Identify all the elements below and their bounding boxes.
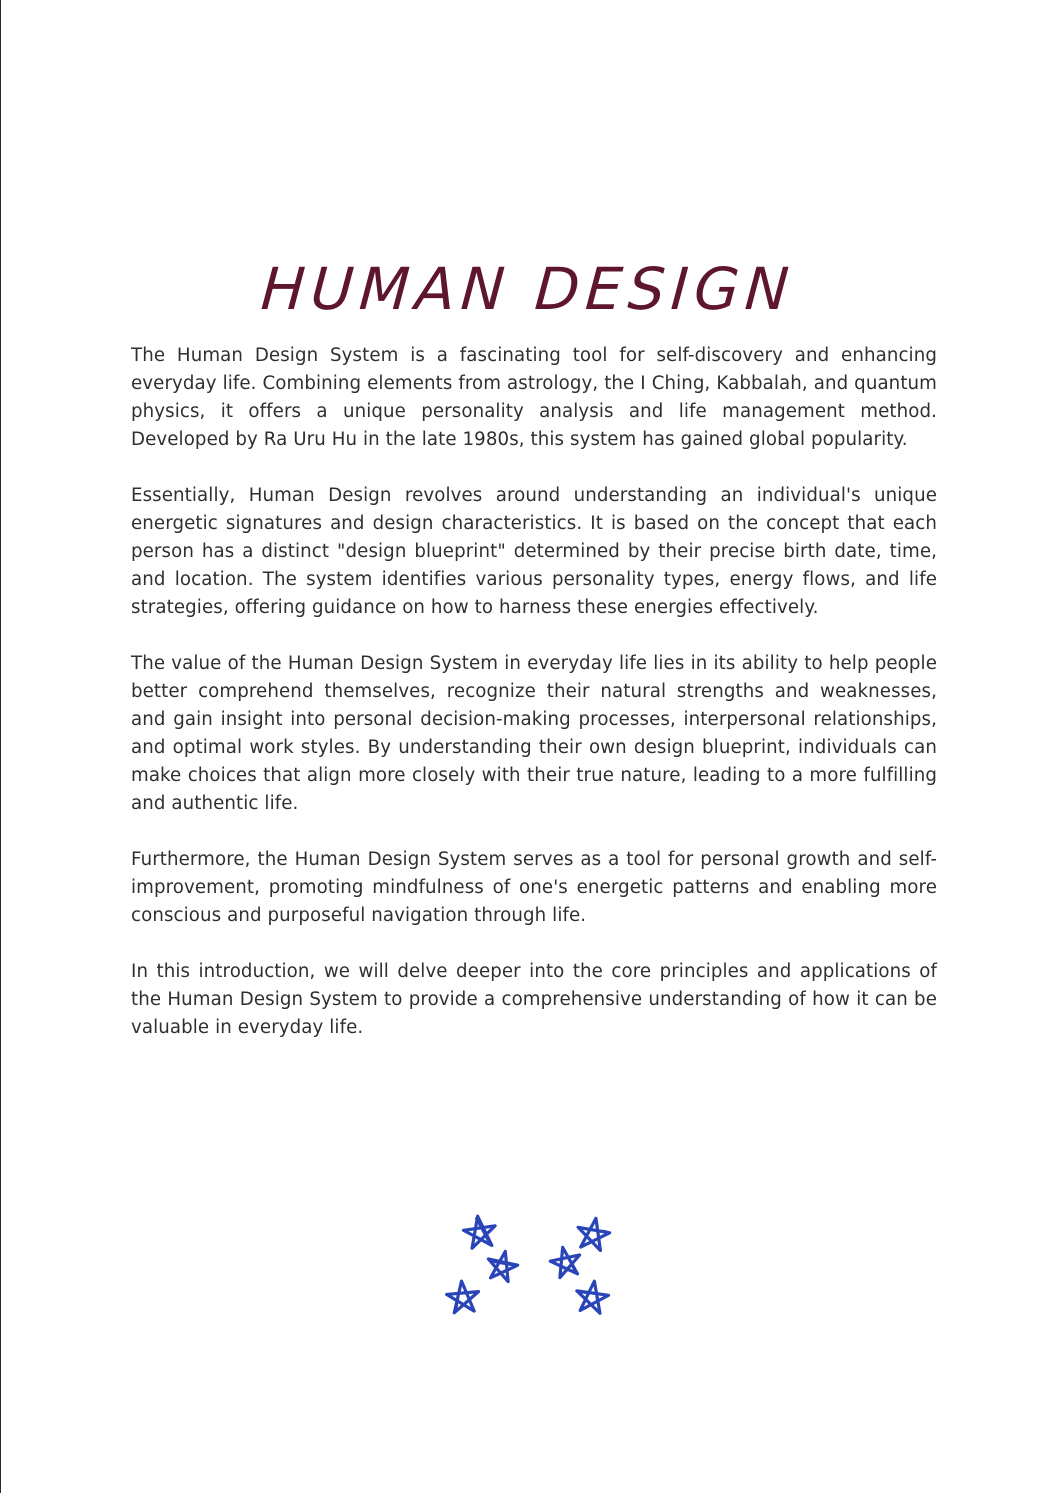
paragraph: The Human Design System is a fascinating tool for self-discovery and enhancing everyday life. Combining elements from astrology, the I Ching, Kabbalah, and quantum physics, it offers a unique personality analysis and life management method. Developed by Ra Uru Hu in the late 1980s, this system has gained global popularity. bbox=[131, 345, 937, 450]
star-icon bbox=[575, 1215, 612, 1251]
paragraph: In this introduction, we will delve deeper into the core principles and applications of the Human Design System to provide a comprehensive understanding of how it can be valuable in everyday life. bbox=[131, 961, 937, 1038]
star-icon bbox=[574, 1279, 610, 1314]
paragraph: Furthermore, the Human Design System serves as a tool for personal growth and self-improvement, promoting mindfulness of one's energetic patterns and enabling more conscious and purposeful navigation through life. bbox=[131, 849, 937, 926]
star-icon bbox=[462, 1214, 498, 1249]
page-title: HUMAN DESIGN bbox=[259, 254, 797, 323]
star-icon bbox=[446, 1280, 481, 1314]
paragraph: The value of the Human Design System in everyday life lies in its ability to help people better comprehend themselves, recognize their natural strengths and weaknesses, and gain insight into personal decision-making processes, interpersonal relationships, and optimal work styles. By understanding their own design blueprint, individuals can make choices that align more closely with their true nature, leading to a more fulfilling and authentic life. bbox=[131, 653, 937, 814]
paragraph: Essentially, Human Design revolves around understanding an individual's unique energetic signatures and design characteristics. It is based on the concept that each person has a distinct "design blueprint" determined by their precise birth date, time, and location. The system identifies various personality types, energy flows, and life strategies, offering guidance on how to harness these energies effectively. bbox=[131, 485, 937, 618]
page-edge bbox=[0, 0, 1, 1493]
hand-drawn-stars-icon bbox=[440, 1205, 620, 1330]
body-text bbox=[131, 342, 937, 1070]
star-icon bbox=[548, 1244, 583, 1279]
star-icon bbox=[485, 1248, 520, 1283]
